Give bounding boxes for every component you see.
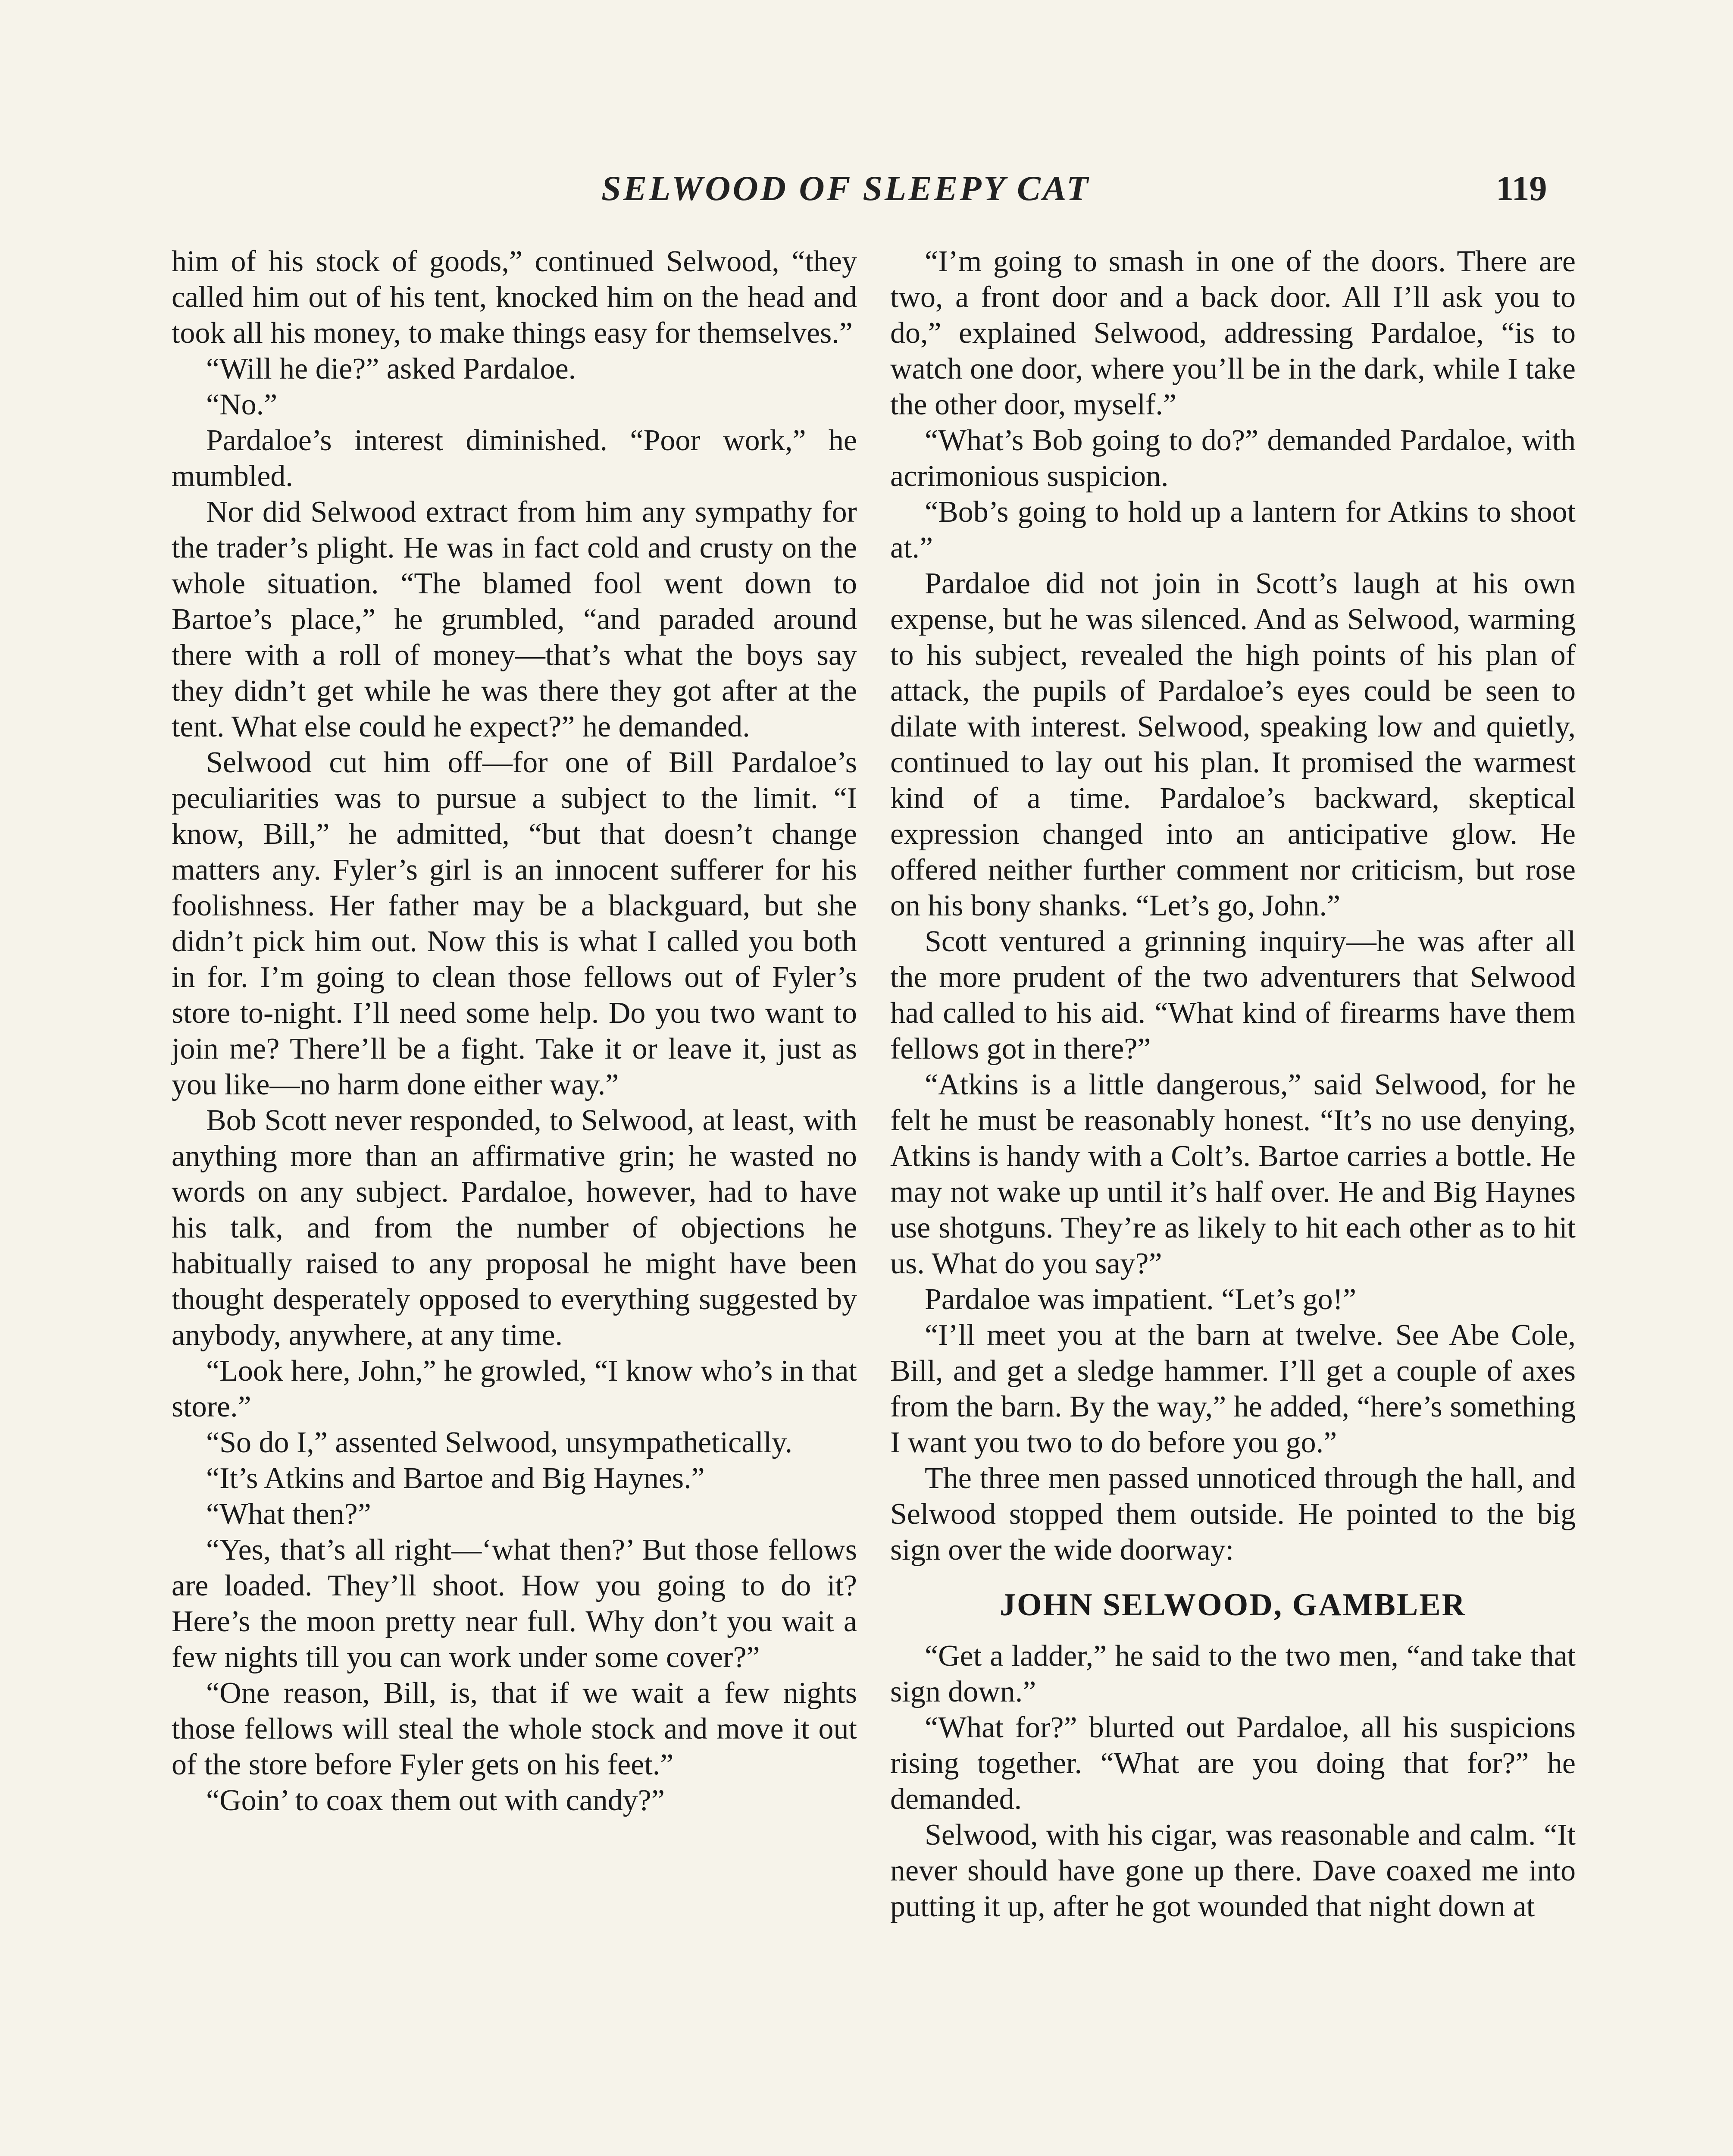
paragraph: Scott ventured a grinning inquiry—he was after all the more prudent of the two adventurers that Selwood had called to his aid. “What kind of firearms have them fellows got in there?” — [890, 925, 1576, 1065]
paragraph: Pardaloe’s interest diminished. “Poor work,” he mumbled. — [172, 424, 857, 493]
paragraph: The three men passed unnoticed through the hall, and Selwood stopped them outside. He pointed to the big sign over the wide doorway: — [890, 1462, 1576, 1567]
paragraph: “Yes, that’s all right—‘what then?’ But those fellows are loaded. They’ll shoot. How you going to do it? Here’s the moon pretty near full. Why don’t you wait a few nights till you can work under some cover?” — [172, 1533, 857, 1674]
paragraph: Selwood, with his cigar, was reasonable and calm. “It never should have gone up there. Dave coaxed me into putting it up, after he got wounded that night down at — [890, 1818, 1576, 1923]
left-text-column — [172, 244, 857, 1818]
paragraph: “I’m going to smash in one of the doors. There are two, a front door and a back door. All I’ll ask you to do,” explained Selwood, addressing Pardaloe, “is to watch one door, where you’ll be in the dark, while I take the other door, myself.” — [890, 245, 1576, 421]
paragraph: “One reason, Bill, is, that if we wait a few nights those fellows will steal the whole stock and move it out of the store before Fyler gets on his feet.” — [172, 1677, 857, 1781]
paragraph: Selwood cut him off—for one of Bill Pardaloe’s peculiarities was to pursue a subject to the limit. “I know, Bill,” he admitted, “but that doesn’t change matters any. Fyler’s girl is an innocent sufferer for his foolishness. Her father may be a blackguard, but she didn’t pick him out. Now this is what I called you both in for. I’m going to clean those fellows out of Fyler’s store to-night. I’ll need some help. Do you two want to join me? There’ll be a fight. Take it or leave it, just as you like—no harm done either way.” — [172, 746, 857, 1101]
paragraph: “Will he die?” asked Pardaloe. — [206, 352, 576, 385]
paragraph: “Get a ladder,” he said to the two men, “and take that sign down.” — [890, 1639, 1576, 1708]
paragraph: “I’ll meet you at the barn at twelve. See Abe Cole, Bill, and get a sledge hammer. I’ll get a couple of axes from the barn. By the way,” he added, “here’s something I want you two to do before you go.” — [890, 1319, 1576, 1459]
page-number: 119 — [1496, 169, 1547, 208]
paragraph: Pardaloe did not join in Scott’s laugh at his own expense, but he was silenced. And as Selwood, warming to his subject, revealed the high points of his plan of attack, the pupils of Pardaloe’s eyes could be seen to dilate with interest. Selwood, speaking low and quietly, continued to lay out his plan. It promised the warmest kind of a time. Pardaloe’s backward, skeptical expression changed into an anticipative glow. He offered neither further comment nor criticism, but rose on his bony shanks. “Let’s go, John.” — [890, 567, 1576, 922]
running-head-title: SELWOOD OF SLEEPY CAT — [601, 169, 1091, 208]
paragraph: “What then?” — [206, 1498, 371, 1531]
paragraph: Nor did Selwood extract from him any sympathy for the trader’s plight. He was in fact cold and crusty on the whole situation. “The blamed fool went down to Bartoe’s place,” he grumbled, “and paraded around there with a roll of money—that’s what the boys say they didn’t get while he was there they got after at the tent. What else could he expect?” he demanded. — [172, 495, 857, 743]
paragraph: “No.” — [206, 388, 278, 421]
paragraph: “Atkins is a little dangerous,” said Selwood, for he felt he must be reasonably honest. “It’s no use denying, Atkins is handy with a Colt’s. Bartoe carries a bottle. He may not wake up until it’s half over. He and Big Haynes use shotguns. They’re as likely to hit each other as to hit us. What do you say?” — [890, 1068, 1576, 1280]
paragraph: “Bob’s going to hold up a lantern for Atkins to shoot at.” — [890, 495, 1576, 564]
paragraph: “So do I,” assented Selwood, unsympathetically. — [206, 1426, 793, 1459]
sign-heading: JOHN SELWOOD, GAMBLER — [999, 1587, 1467, 1623]
paragraph: “What for?” blurted out Pardaloe, all his suspicions rising together. “What are you doing that for?” he demanded. — [890, 1711, 1576, 1816]
paragraph: him of his stock of goods,” continued Selwood, “they called him out of his tent, knocked him on the head and took all his money, to make things easy for themselves.” — [172, 245, 857, 350]
paragraph: “It’s Atkins and Bartoe and Big Haynes.” — [206, 1462, 705, 1495]
paragraph: Pardaloe was impatient. “Let’s go!” — [925, 1283, 1357, 1316]
right-text-column — [890, 244, 1576, 1924]
paragraph: “Goin’ to coax them out with candy?” — [206, 1784, 665, 1817]
paragraph: “What’s Bob going to do?” demanded Pardaloe, with acrimonious suspicion. — [890, 424, 1576, 493]
paragraph: Bob Scott never responded, to Selwood, at least, with anything more than an affirmative grin; he wasted no words on any subject. Pardaloe, however, had to have his talk, and from the number of objections he habitually raised to any proposal he might have been thought desperately opposed to everything suggested by anybody, anywhere, at any time. — [172, 1104, 857, 1352]
paragraph: “Look here, John,” he growled, “I know who’s in that store.” — [172, 1354, 857, 1423]
